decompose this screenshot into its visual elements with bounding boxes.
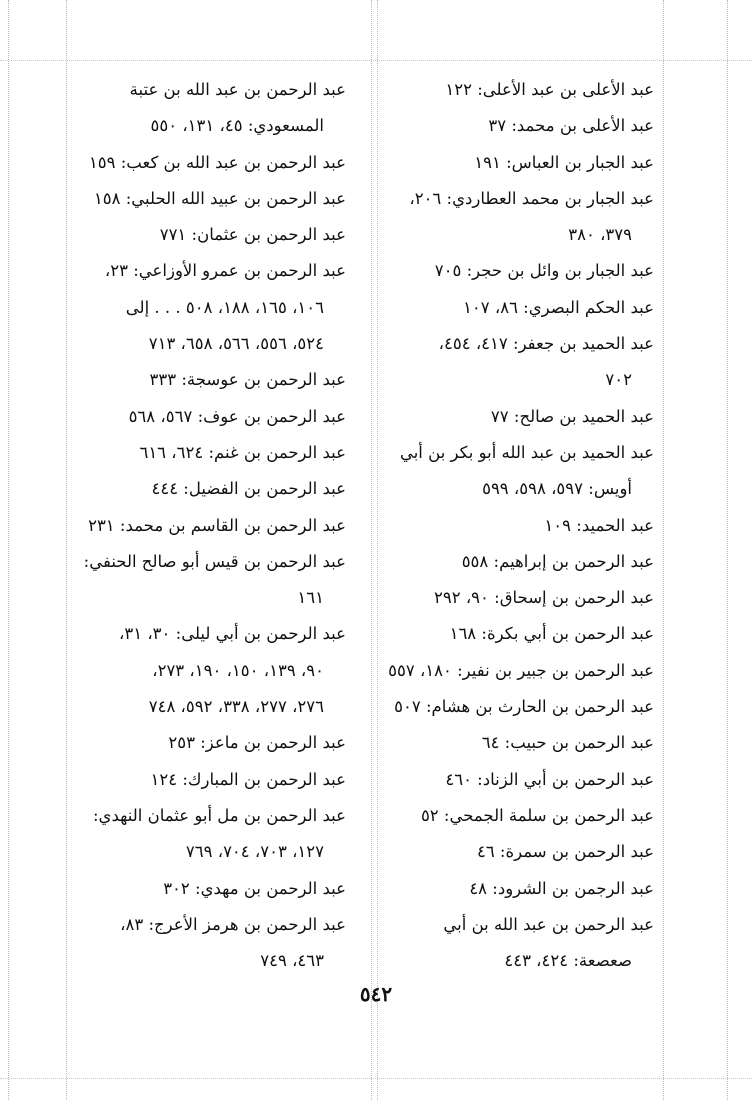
index-entry: عبد الرحمن بن إسحاق: ٩٠، ٢٩٢ — [434, 588, 654, 608]
index-entry: عبد الرحمن بن المبارك: ١٢٤ — [150, 769, 346, 789]
index-entry: عبد الجبار بن وائل بن حجر: ٧٠٥ — [434, 261, 654, 281]
index-entry: عبد الرجمن بن الشرود: ٤٨ — [469, 878, 654, 898]
index-entry-continuation: ٣٧٩، ٣٨٠ — [568, 225, 632, 245]
index-entry: عبد الأعلى بن عبد الأعلى: ١٢٢ — [445, 80, 654, 99]
index-entry: عبد الرحمن بن سمرة: ٤٦ — [476, 842, 654, 862]
index-entry: عبد الجبار بن محمد العطاردي: ٢٠٦، — [409, 188, 654, 208]
scan-guide-line — [0, 60, 752, 61]
index-column-right — [386, 72, 654, 979]
index-entry: عبد الرحمن بن أبي ليلى: ٣٠، ٣١، — [119, 624, 346, 644]
index-entry-continuation: ١٠٦، ١٦٥، ١٨٨، ٥٠٨ . . . إلى — [125, 297, 324, 317]
index-entry: عبد الرحمن بن عوف: ٥٦٧، ٥٦٨ — [128, 406, 346, 426]
index-entry: عبد الحميد: ١٠٩ — [544, 515, 654, 535]
index-entry-continuation: ١٦١ — [297, 588, 324, 608]
index-entry: عبد الرحمن بن الفضيل: ٤٤٤ — [151, 479, 346, 499]
index-entry: عبد الرحمن بن الحارث بن هشام: ٥٠٧ — [394, 697, 654, 717]
index-column-left — [78, 72, 346, 979]
index-entry: عبد الرحمن بن غنم: ٦٢٤، ٦١٦ — [139, 442, 346, 462]
scan-guide-line — [727, 0, 728, 1100]
index-entry: عبد الرحمن بن سلمة الجمحي: ٥٢ — [420, 805, 654, 825]
index-entry: عبد الجبار بن العباس: ١٩١ — [474, 152, 654, 172]
index-entry-continuation: صعصعة: ٤٢٤، ٤٤٣ — [504, 951, 632, 971]
index-entry: عبد الرحمن بن هرمز الأعرج: ٨٣، — [120, 914, 346, 934]
index-entry-continuation: أويس: ٥٩٧، ٥٩٨، ٥٩٩ — [482, 479, 632, 499]
index-entry-continuation: ٢٧٦، ٢٧٧، ٣٣٨، ٥٩٢، ٧٤٨ — [148, 697, 324, 717]
index-entry: عبد الرحمن بن عوسجة: ٣٣٣ — [149, 370, 346, 390]
scan-guide-line — [8, 0, 9, 1100]
index-entry: عبد الحميد بن صالح: ٧٧ — [490, 406, 654, 426]
scan-guide-line — [371, 0, 372, 1100]
index-entry: عبد الحميد بن جعفر: ٤١٧، ٤٥٤، — [438, 334, 654, 354]
index-entry: عبد الحميد بن عبد الله أبو بكر بن أبي — [399, 442, 654, 462]
scan-guide-line — [663, 0, 664, 1100]
index-entry: عبد الرحمن بن أبي بكرة: ١٦٨ — [449, 624, 654, 644]
page-number: ٥٤٢ — [359, 982, 393, 1006]
index-entry: عبد الرحمن بن أبي الزناد: ٤٦٠ — [445, 769, 654, 789]
scan-guide-line — [377, 0, 378, 1100]
index-entry: عبد الرحمن بن جبير بن نفير: ١٨٠، ٥٥٧ — [388, 660, 654, 680]
index-entry: عبد الرحمن بن إبراهيم: ٥٥٨ — [461, 551, 654, 571]
index-entry: عبد الرحمن بن عبد الله بن عتبة — [129, 80, 346, 99]
index-entry: عبد الرحمن بن القاسم بن محمد: ٢٣١ — [88, 515, 346, 535]
index-entry: عبد الرحمن بن عثمان: ٧٧١ — [159, 225, 346, 245]
index-entry: عبد الرحمن بن حبيب: ٦٤ — [481, 733, 654, 753]
index-entry: عبد الرحمن بن عبيد الله الحلبي: ١٥٨ — [93, 188, 346, 208]
index-entry: عبد الرحمن بن عمرو الأوزاعي: ٢٣، — [104, 261, 346, 281]
index-entry: عبد الرحمن بن عبد الله بن أبي — [443, 914, 654, 934]
index-entry-continuation: ٩٠، ١٣٩، ١٥٠، ١٩٠، ٢٧٣، — [152, 660, 324, 680]
index-entry: عبد الرحمن بن ماعز: ٢٥٣ — [168, 733, 346, 753]
index-entry-continuation: ٧٠٢ — [605, 370, 632, 390]
index-entry: عبد الحكم البصري: ٨٦، ١٠٧ — [463, 297, 654, 317]
index-entry: عبد الرحمن بن عبد الله بن كعب: ١٥٩ — [88, 152, 346, 172]
scan-guide-line — [0, 1078, 752, 1079]
index-entry-continuation: المسعودي: ٤٥، ١٣١، ٥٥٠ — [150, 116, 324, 136]
index-entry: عبد الرحمن بن مل أبو عثمان النهدي: — [93, 805, 346, 825]
index-entry: عبد الرحمن بن قيس أبو صالح الحنفي: — [83, 551, 346, 571]
index-entry-continuation: ٥٢٤، ٥٥٦، ٥٦٦، ٦٥٨، ٧١٣ — [148, 334, 324, 354]
scan-guide-line — [66, 0, 67, 1100]
index-entry-continuation: ١٢٧، ٧٠٣، ٧٠٤، ٧٦٩ — [185, 842, 324, 862]
index-entry: عبد الأعلى بن محمد: ٣٧ — [488, 116, 654, 136]
index-entry: عبد الرحمن بن مهدي: ٣٠٢ — [163, 878, 346, 898]
index-entry-continuation: ٤٦٣، ٧٤٩ — [260, 951, 324, 971]
